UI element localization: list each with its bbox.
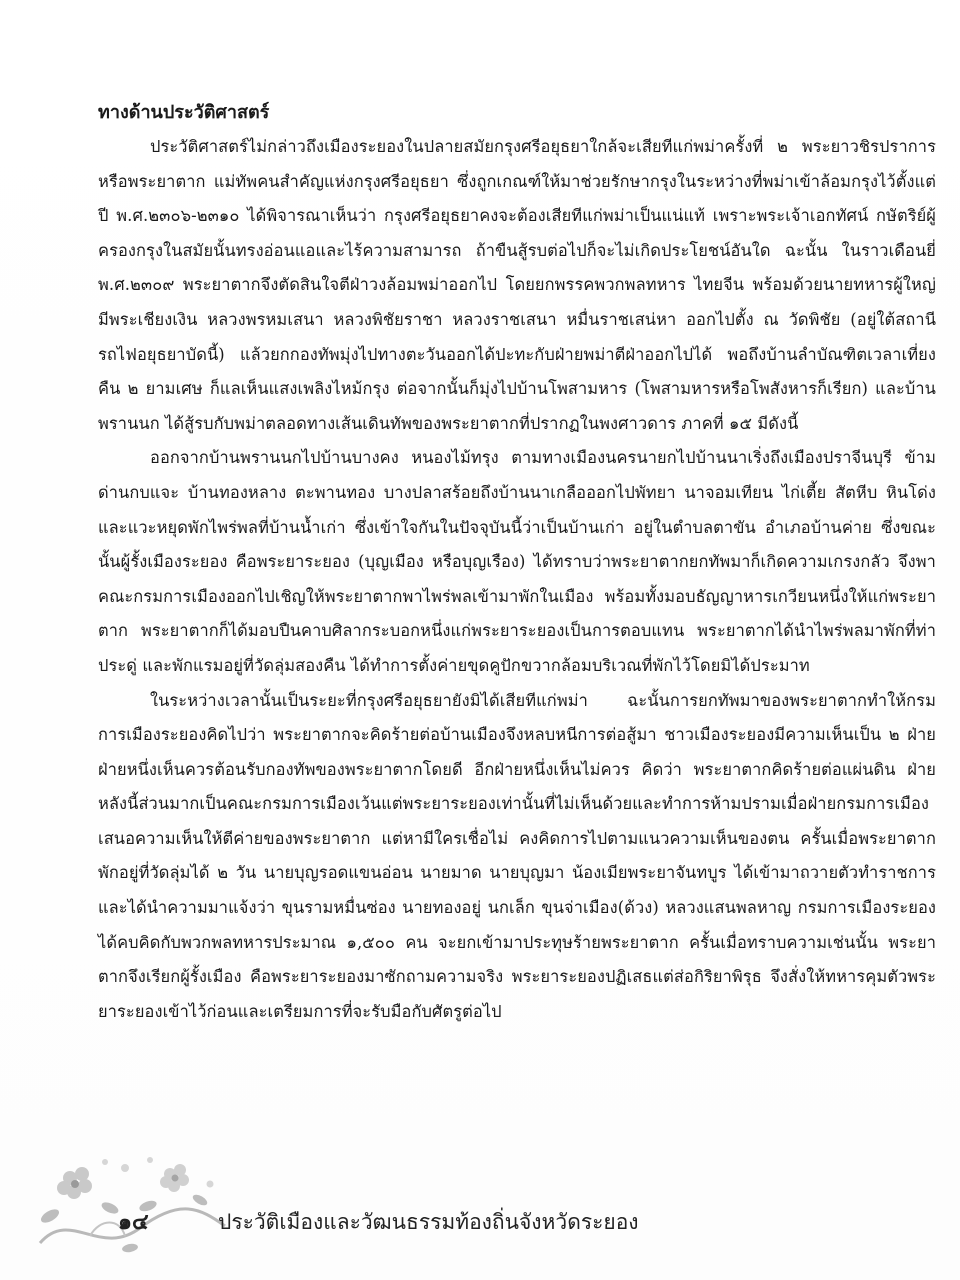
paragraph-1: ประวัติศาสตร์ไม่กล่าวถึงเมืองระยองในปลายสมัยกรุงศรีอยุธยาใกล้จะเสียทีแก่พม่าครั้งที่ ๒ พระยาวชิรปราการหรือพระยาตาก แม่ทัพคนสำคัญแห่งกรุงศรีอยุธยา ซึ่งถูกเกณฑ์ให้มาช่วยรักษากรุงในระหว่างที่พม่าเข้าล้อมกรุงไว้ตั้งแต่ปี พ.ศ.๒๓๐๖-๒๓๑๐ ได้พิจารณาเห็นว่า กรุงศรีอยุธยาคงจะต้องเสียทีแก่พม่าเป็นแน่แท้ เพราะพระเจ้าเอกทัศน์ กษัตริย์ผู้ครองกรุงในสมัยนั้นทรงอ่อนแอและไร้ความสามารถ ถ้าขืนสู้รบต่อไปก็จะไม่เกิดประโยชน์อันใด ฉะนั้น ในราวเดือนยี่ พ.ศ.๒๓๐๙ พระยาตากจึงตัดสินใจตีฝ่าวงล้อมพม่าออกไป โดยยกพรรคพวกพลทหาร ไทยจีน พร้อมด้วยนายทหารผู้ใหญ่ มีพระเชียงเงิน หลวงพรหมเสนา หลวงพิชัยราชา หลวงราชเสนา หมื่นราชเสน่หา ออกไปตั้ง ณ วัดพิชัย (อยู่ใต้สถานีรถไฟอยุธยาบัดนี้) แล้วยกกองทัพมุ่งไปทางตะวันออกได้ปะทะกับฝ่ายพม่าตีฝ่าออกไปได้ พอถึงบ้านลำบัณฑิตเวลาเที่ยงคืน ๒ ยามเศษ ก็แลเห็นแสงเพลิงไหม้กรุง ต่อจากนั้นก็มุ่งไปบ้านโพสามหาร (โพสามหารหรือโพสังหารก็เรียก) และบ้านพรานนก ได้สู้รบกับพม่าตลอดทางเส้นเดินทัพของพระยาตากที่ปรากฏในพงศาวดาร ภาคที่ ๑๕ มีดังนี้ [98,137,936,433]
book-title: ประวัติเมืองและวัฒนธรรมท้องถิ่นจังหวัดระยอง [218,1210,639,1234]
page-number: ๑๔ [118,1210,149,1235]
section-heading: ทางด้านประวัติศาสตร์ [98,102,270,123]
paragraph-2: ออกจากบ้านพรานนกไปบ้านบางคง หนองไม้ทรุง ตามทางเมืองนครนายกไปบ้านนาเริ่งถึงเมืองปราจีนบุรี ข้ามด่านกบแจะ บ้านทองหลาง ตะพานทอง บางปลาสร้อยถึงบ้านนาเกลือออกไปพัทยา นาจอมเทียน ไก่เตี้ย สัตหีบ หินโด่ง และแวะหยุดพักไพร่พลที่บ้านน้ำเก่า ซึ่งเข้าใจกันในปัจจุบันนี้ว่าเป็นบ้านเก่า อยู่ในตำบลตาขัน อำเภอบ้านค่าย ซึ่งขณะนั้นผู้รั้งเมืองระยอง คือพระยาระยอง (บุญเมือง หรือบุญเรือง) ได้ทราบว่าพระยาตากยกทัพมาก็เกิดความเกรงกลัว จึงพาคณะกรมการเมืองออกไปเชิญให้พระยาตากพาไพร่พลเข้ามาพักในเมือง พร้อมทั้งมอบธัญญาหารเกวียนหนึ่งให้แก่พระยาตาก พระยาตากก็ได้มอบปืนคาบศิลากระบอกหนึ่งแก่พระยาระยองเป็นการตอบแทน พระยาตากได้นำไพร่พลมาพักที่ท่าประดู่ และพักแรมอยู่ที่วัดลุ่มสองคืน ได้ทำการตั้งค่ายขุดคูปักขวากล้อมบริเวณที่พักไว้โดยมิได้ประมาท [98,448,936,675]
floral-vine-ornament-icon [30,1148,230,1258]
page-content [98,96,936,1029]
paragraph-3: ในระหว่างเวลานั้นเป็นระยะที่กรุงศรีอยุธยายังมิได้เสียทีแก่พม่า ฉะนั้นการยกทัพมาของพระยาตากทำให้กรมการเมืองระยองคิดไปว่า พระยาตากจะคิดร้ายต่อบ้านเมืองจึงหลบหนีการต่อสู้มา ชาวเมืองระยองมีความเห็นเป็น ๒ ฝ่าย ฝ่ายหนึ่งเห็นควรต้อนรับกองทัพของพระยาตากโดยดี อีกฝ่ายหนึ่งเห็นไม่ควร คิดว่า พระยาตากคิดร้ายต่อแผ่นดิน ฝ่ายหลังนี้ส่วนมากเป็นคณะกรมการเมืองเว้นแต่พระยาระยองเท่านั้นที่ไม่เห็นด้วยและทำการห้ามปรามเมื่อฝ่ายกรมการเมืองเสนอความเห็นให้ตีค่ายของพระยาตาก แต่หามีใครเชื่อไม่ คงคิดการไปตามแนวความเห็นของตน ครั้นเมื่อพระยาตากพักอยู่ที่วัดลุ่มได้ ๒ วัน นายบุญรอดแขนอ่อน นายมาด นายบุญมา น้องเมียพระยาจันทบูร ได้เข้ามาถวายตัวทำราชการและได้นำความมาแจ้งว่า ขุนรามหมื่นซ่อง นายทองอยู่ นกเล็ก ขุนจ่าเมือง(ด้วง) หลวงแสนพลหาญ กรมการเมืองระยอง ได้คบคิดกับพวกพลทหารประมาณ ๑,๕๐๐ คน จะยกเข้ามาประทุษร้ายพระยาตาก ครั้นเมื่อทราบความเช่นนั้น พระยาตากจึงเรียกผู้รั้งเมือง คือพระยาระยองมาซักถามความจริง พระยาระยองปฏิเสธแต่ส่อกิริยาพิรุธ จึงสั่งให้ทหารคุมตัวพระยาระยองเข้าไว้ก่อนและเตรียมการที่จะรับมือกับศัตรูต่อไป [98,690,936,1021]
page-footer [30,1148,930,1258]
